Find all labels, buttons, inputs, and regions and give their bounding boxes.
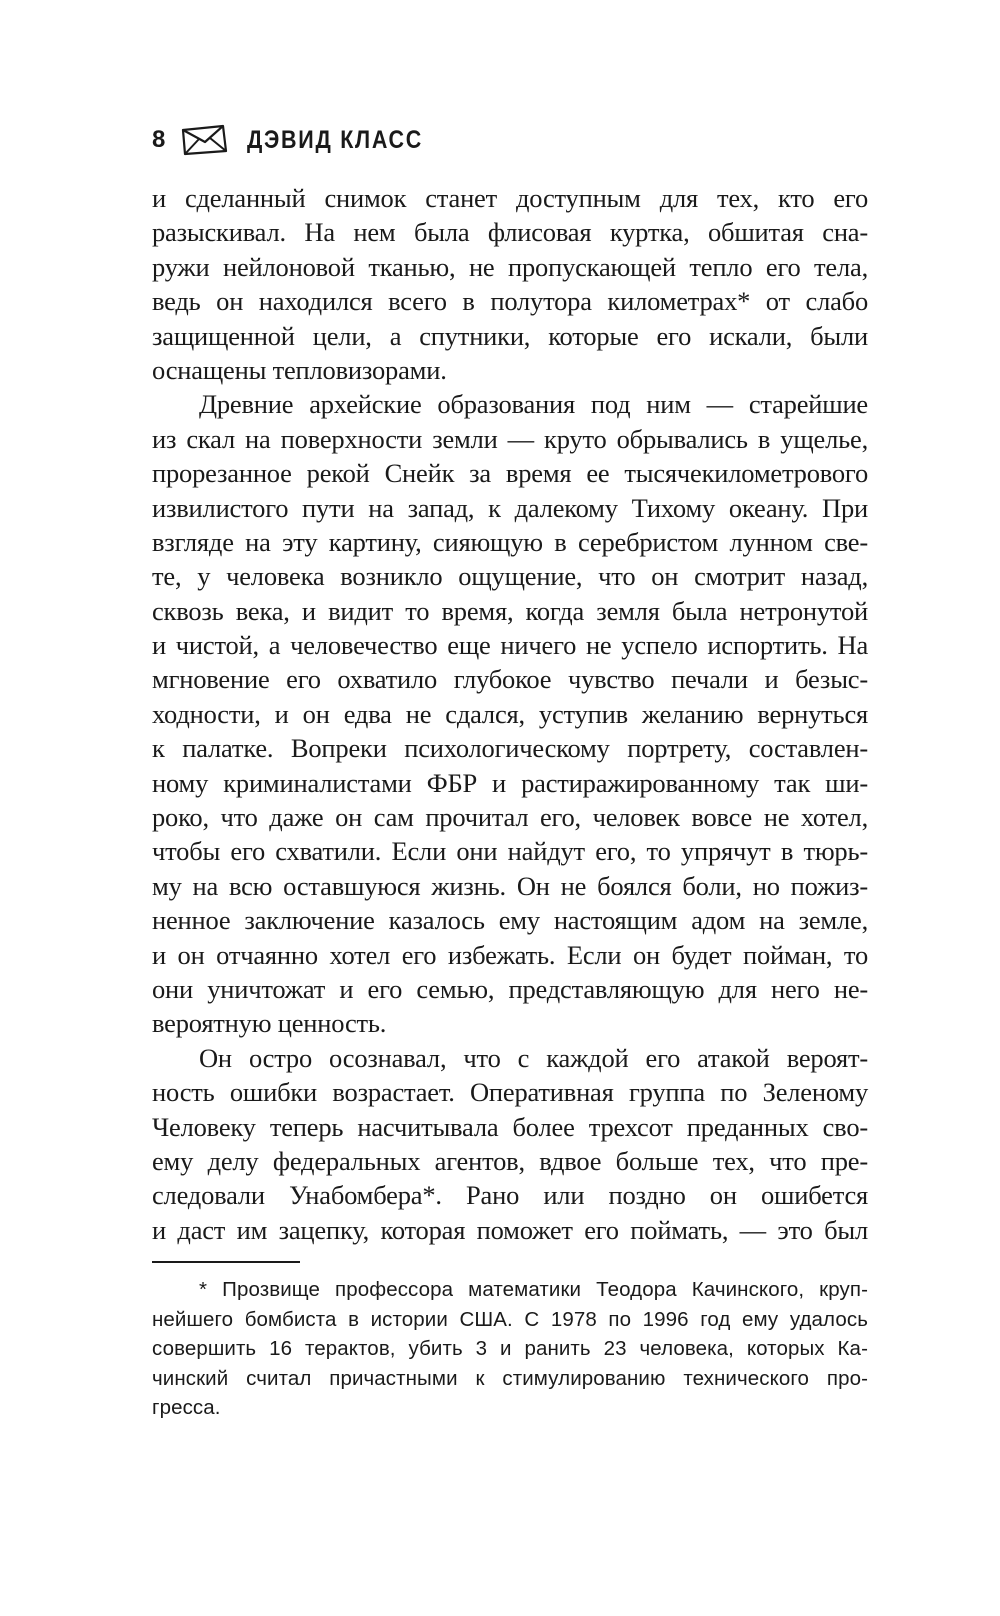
running-header (152, 118, 452, 162)
text-line: му на всю оставшуюся жизнь. Он не боялся боли, но пожиз- (152, 870, 868, 901)
text-line: и сделанный снимок станет доступным для тех, кто его (152, 183, 868, 213)
text-line: ходности, и он едва не сдался, уступив желанию вернуться (152, 698, 868, 729)
footnote-line: * Прозвище профессора математики Теодора Качинского, круп- (199, 1278, 868, 1301)
text-line: ному криминалистами ФБР и растиражированному так ши- (152, 767, 868, 798)
text-line: и чистой, а человечество еще ничего не успело испортить. На (152, 630, 868, 661)
text-line: и он отчаянно хотел его избежать. Если он будет пойман, то (152, 939, 868, 970)
text-line: следовали Унабомбера*. Рано или поздно он ошибется (152, 1180, 868, 1211)
text-line: роко, что даже он сам прочитал его, человек вовсе не хотел, (152, 802, 868, 833)
text-line: оснащены тепловизорами. (152, 354, 447, 385)
text-line: ность ошибки возрастает. Оперативная группа по Зеленому (152, 1077, 868, 1108)
text-line: защищенной цели, а спутники, которые его искали, были (152, 320, 868, 351)
footnote-line: совершить 16 терактов, убить 3 и ранить 23 человека, которых Ка- (152, 1337, 868, 1361)
footnote-line: нейшего бомбиста в истории США. С 1978 по 1996 год ему удалось (152, 1307, 868, 1331)
text-line: Он остро осознавал, что с каждой его атакой вероят- (199, 1042, 868, 1073)
body-text (152, 181, 868, 1247)
footnote-line: гресса. (152, 1396, 221, 1420)
text-line: из скал на поверхности земли — круто обрывались в ущелье, (152, 423, 868, 454)
text-line: ему делу федеральных агентов, вдвое больше тех, что пре- (152, 1145, 868, 1176)
text-line: Человеку теперь насчитывала более трехсот преданных сво- (152, 1111, 868, 1142)
envelope-icon (179, 123, 229, 157)
text-line: сквозь века, и видит то время, когда земля была нетронутой (152, 595, 868, 626)
footnote (152, 1275, 868, 1423)
footnote-line: чинский считал причастными к стимулированию технического про- (152, 1366, 868, 1390)
text-line: ведь он находился всего в полутора километрах* от слабо (152, 286, 868, 317)
footnote-divider (152, 1261, 300, 1263)
text-line: прорезанное рекой Снейк за время ее тысячекилометрового (152, 458, 868, 489)
author-name: ДЭВИД КЛАСС (247, 125, 424, 154)
text-line: вероятную ценность. (152, 1008, 387, 1039)
text-line: извилистого пути на запад, к далекому Тихому океану. При (152, 492, 868, 523)
text-line: разыскивал. На нем была флисовая куртка, обшитая сна- (152, 217, 868, 248)
text-line: чтобы его схватили. Если они найдут его, то упрячут в тюрь- (152, 836, 868, 867)
text-line: ружи нейлоновой тканью, не пропускающей тепло его тела, (152, 251, 868, 282)
text-line: мгновение его охватило глубокое чувство печали и безыс- (152, 664, 868, 695)
text-line: взгляде на эту картину, сияющую в серебристом лунном све- (152, 526, 868, 557)
text-line: Древние архейские образования под ним — старейшие (199, 389, 868, 420)
text-line: и даст им зацепку, которая поможет его поймать, — это был (152, 1214, 868, 1245)
page-number: 8 (152, 126, 166, 153)
text-line: ненное заключение казалось ему настоящим адом на земле, (152, 905, 868, 936)
text-line: те, у человека возникло ощущение, что он смотрит назад, (152, 561, 868, 592)
text-line: они уничтожат и его семью, представляющую для него не- (152, 973, 868, 1004)
text-line: к палатке. Вопреки психологическому портрету, составлен- (152, 733, 868, 764)
